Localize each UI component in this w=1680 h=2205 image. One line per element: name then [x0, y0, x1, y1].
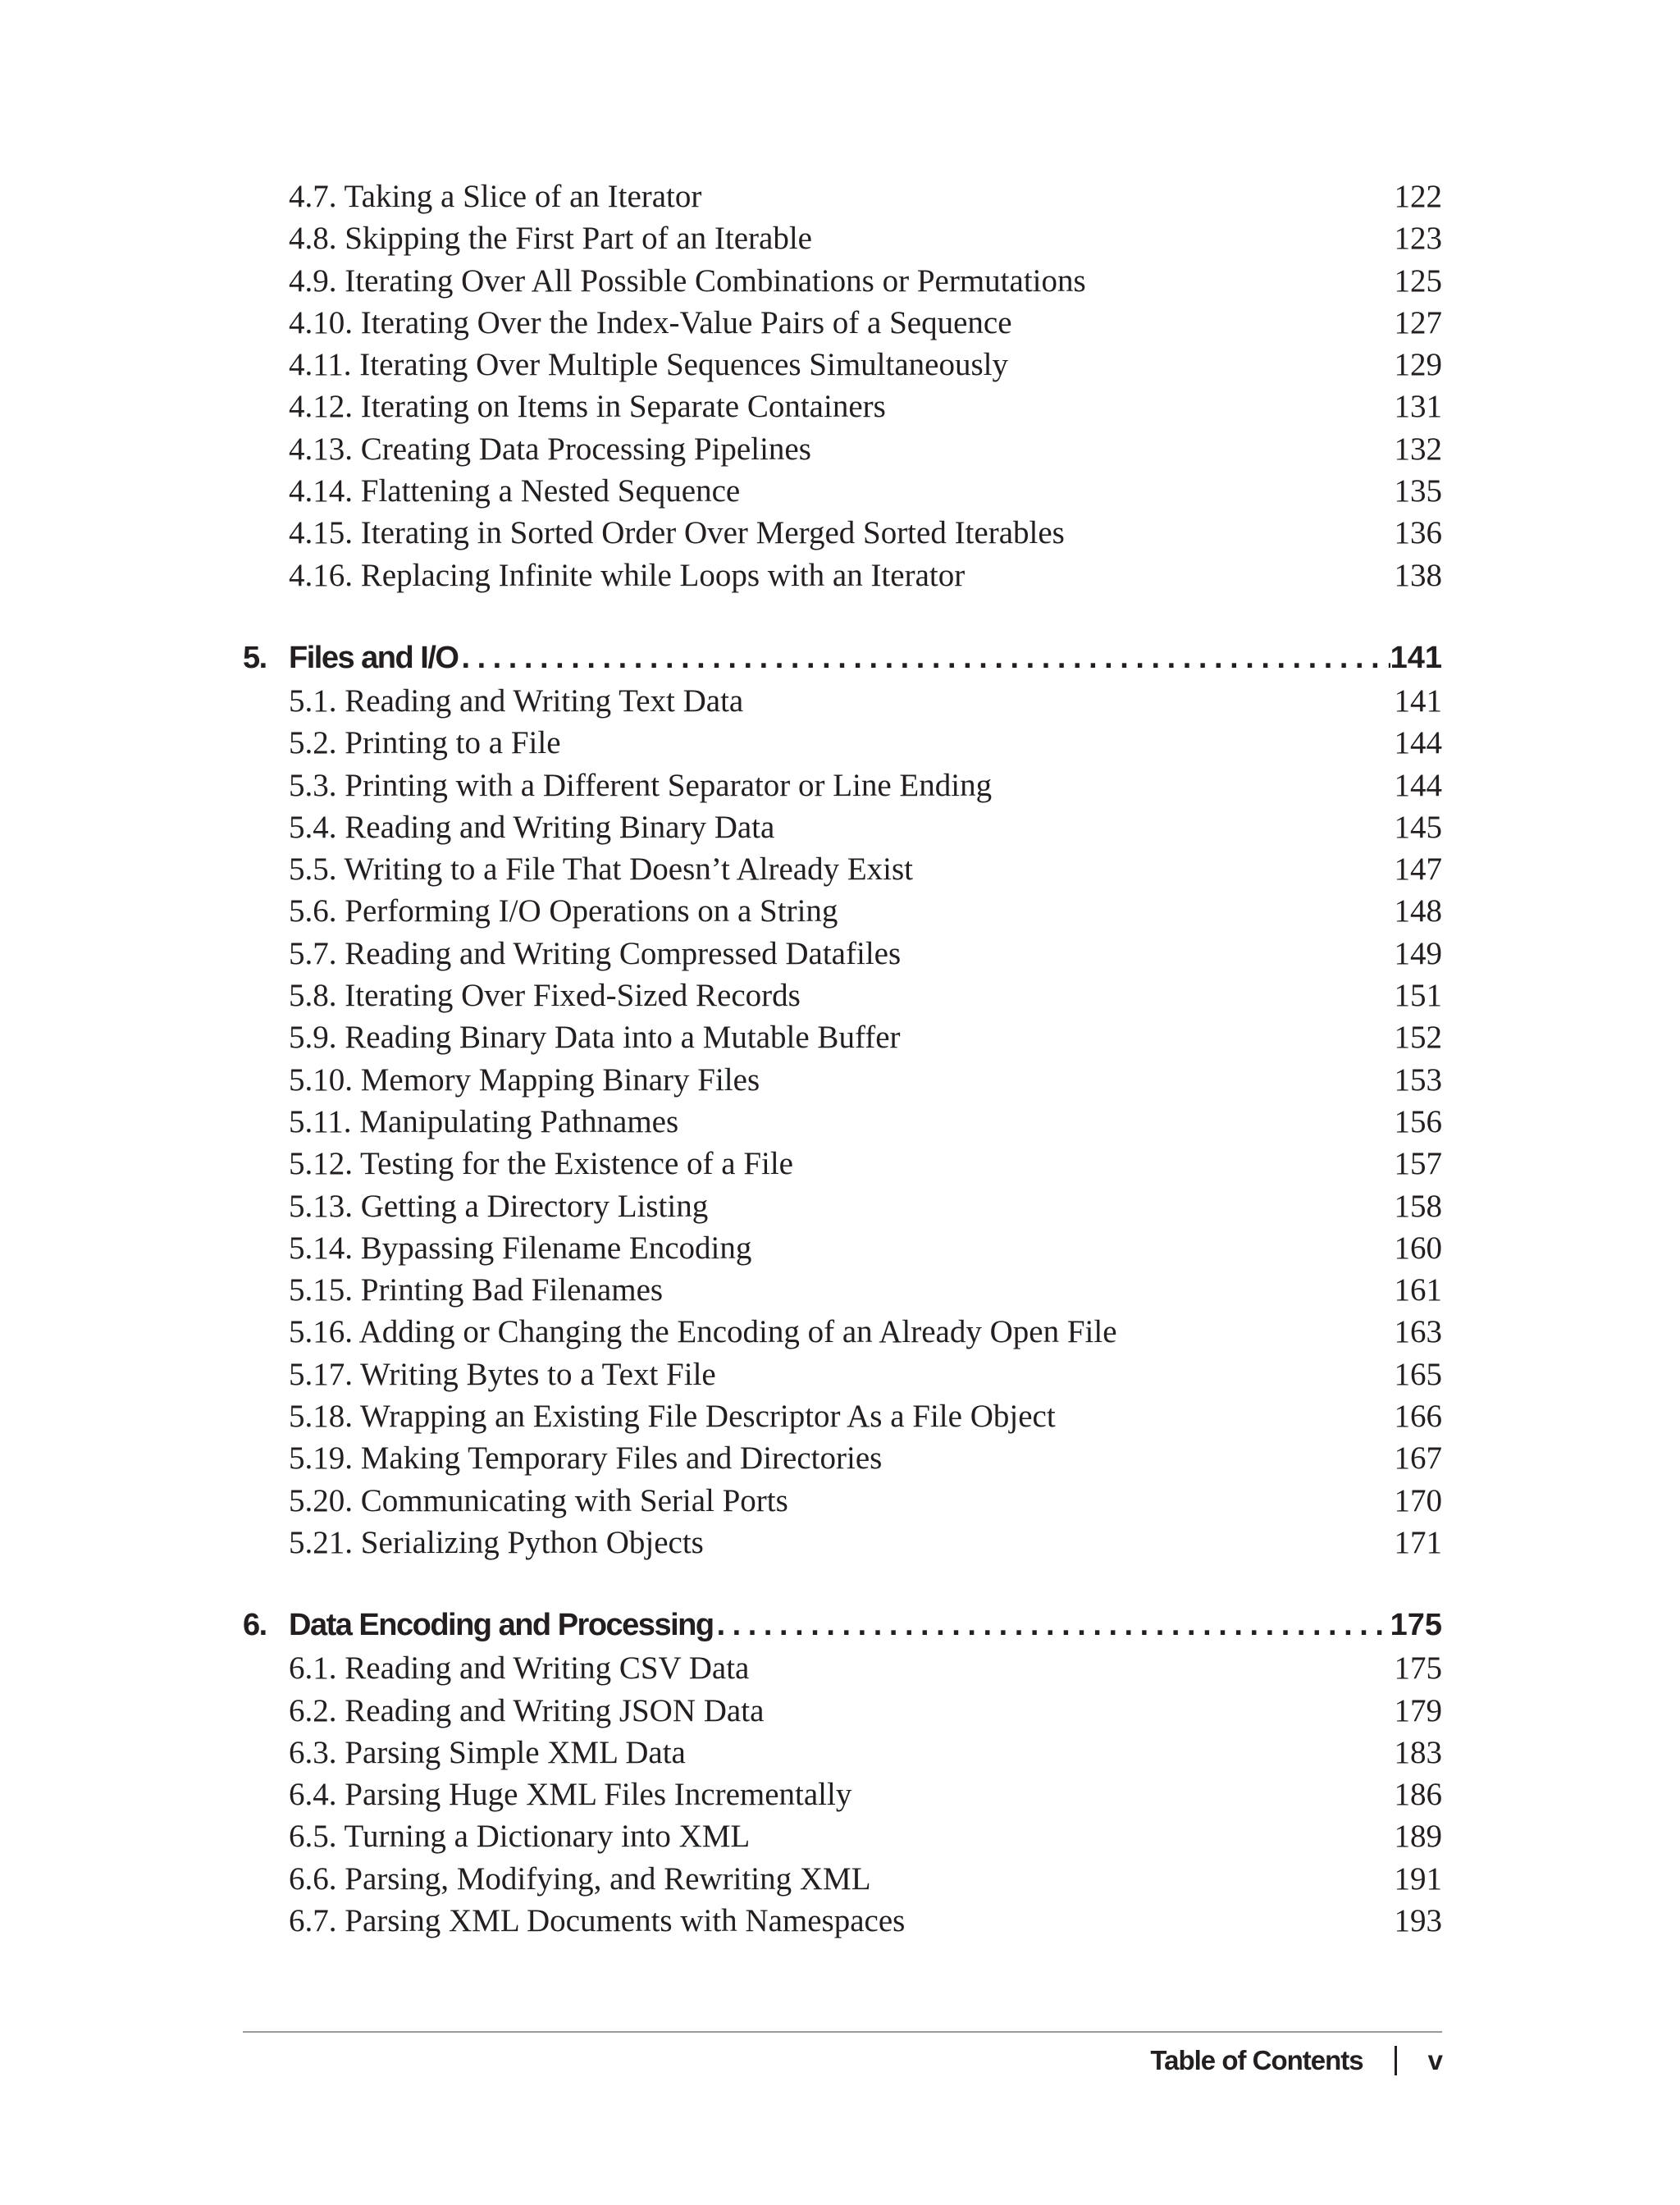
toc-entry[interactable]	[243, 848, 1442, 890]
toc-entry-title: 5.14. Bypassing Filename Encoding	[289, 1230, 752, 1266]
toc-entry-title: 5.6. Performing I/O Operations on a String	[289, 893, 838, 929]
toc-entry[interactable]	[243, 1143, 1442, 1185]
toc-entry[interactable]	[243, 806, 1442, 848]
toc-entry[interactable]	[243, 1101, 1442, 1143]
toc-entry[interactable]	[243, 1311, 1442, 1353]
toc-entry-page-number: 129	[1394, 347, 1442, 383]
chapter-heading[interactable]	[243, 636, 1442, 680]
toc-entry[interactable]	[243, 1395, 1442, 1437]
toc-entry-page-number: 191	[1394, 1860, 1442, 1897]
toc-entry-page-number: 144	[1394, 725, 1442, 761]
toc-entry-page-number: 122	[1394, 179, 1442, 214]
toc-entry-title: 6.1. Reading and Writing CSV Data	[289, 1650, 750, 1687]
toc-entry[interactable]	[243, 765, 1442, 806]
toc-entry[interactable]	[243, 1185, 1442, 1227]
toc-entry[interactable]	[243, 1059, 1442, 1101]
chapter-page-number: 175	[1390, 1608, 1442, 1643]
toc-entry[interactable]	[243, 1016, 1442, 1058]
toc-entry[interactable]	[243, 302, 1442, 344]
toc-entry-title: 4.15. Iterating in Sorted Order Over Merged Sorted Iterables	[289, 515, 1065, 551]
toc-entry-title: 6.2. Reading and Writing JSON Data	[289, 1692, 765, 1728]
toc-entry-page-number: 125	[1394, 262, 1442, 299]
toc-entry-page-number: 153	[1394, 1061, 1442, 1098]
toc-entry-page-number: 183	[1394, 1734, 1442, 1770]
toc-entry[interactable]	[243, 890, 1442, 932]
toc-entry-title: 5.10. Memory Mapping Binary Files	[289, 1061, 760, 1098]
toc-entry[interactable]	[243, 1900, 1442, 1942]
footer-divider	[243, 2031, 1442, 2033]
toc-entry[interactable]	[243, 260, 1442, 302]
toc-entry[interactable]	[243, 428, 1442, 470]
toc-entry-title: 5.3. Printing with a Different Separator or Line Ending	[289, 767, 993, 803]
toc-entry-page-number: 189	[1394, 1819, 1442, 1855]
toc-entry-title: 4.14. Flattening a Nested Sequence	[289, 473, 741, 509]
toc-entry-title: 5.11. Manipulating Pathnames	[289, 1103, 679, 1139]
toc-entry[interactable]	[243, 1480, 1442, 1522]
dot-leader	[458, 636, 1390, 680]
toc-entry[interactable]	[243, 722, 1442, 764]
chapter-title: Files and I/O	[289, 640, 459, 675]
toc-entry[interactable]	[243, 1647, 1442, 1689]
chapter-title: Data Encoding and Processing	[289, 1608, 714, 1643]
toc-entry-title: 6.4. Parsing Huge XML Files Incrementally	[289, 1777, 852, 1813]
footer-label: Table of Contents	[1150, 2045, 1363, 2075]
toc-entry-page-number: 186	[1394, 1777, 1442, 1813]
toc-entry[interactable]	[243, 1437, 1442, 1479]
toc-entry[interactable]	[243, 512, 1442, 554]
toc-entry-title: 4.13. Creating Data Processing Pipelines	[289, 431, 811, 467]
toc-entry[interactable]	[243, 555, 1442, 596]
toc-entry[interactable]	[243, 1269, 1442, 1311]
table-of-contents	[243, 176, 1442, 1942]
toc-entry-title: 4.8. Skipping the First Part of an Iterable	[289, 221, 812, 257]
toc-entry-title: 4.7. Taking a Slice of an Iterator	[289, 179, 702, 214]
toc-entry-title: 5.15. Printing Bad Filenames	[289, 1272, 664, 1308]
toc-entry-page-number: 158	[1394, 1188, 1442, 1224]
toc-entry-title: 5.4. Reading and Writing Binary Data	[289, 809, 775, 845]
toc-entry-page-number: 145	[1394, 809, 1442, 845]
toc-entry-page-number: 170	[1394, 1482, 1442, 1518]
toc-entry-page-number: 160	[1394, 1230, 1442, 1266]
toc-entry[interactable]	[243, 1732, 1442, 1774]
page-footer	[1150, 2038, 1442, 2084]
toc-entry-page-number: 136	[1394, 515, 1442, 551]
toc-entry-title: 5.7. Reading and Writing Compressed Datafiles	[289, 935, 902, 971]
toc-entry[interactable]	[243, 1227, 1442, 1269]
toc-entry-title: 4.16. Replacing Infinite while Loops with an Iterator	[289, 557, 966, 593]
toc-entry[interactable]	[243, 176, 1442, 217]
toc-entry-page-number: 161	[1394, 1272, 1442, 1308]
toc-entry-title: 5.19. Making Temporary Files and Directories	[289, 1440, 883, 1477]
toc-entry-title: 4.9. Iterating Over All Possible Combinations or Permutations	[289, 262, 1086, 299]
toc-entry[interactable]	[243, 1774, 1442, 1815]
toc-entry-page-number: 179	[1394, 1692, 1442, 1728]
toc-entry-title: 6.6. Parsing, Modifying, and Rewriting XML	[289, 1860, 871, 1897]
toc-entry-title: 5.20. Communicating with Serial Ports	[289, 1482, 788, 1518]
toc-entry-page-number: 151	[1394, 978, 1442, 1014]
toc-entry-title: 5.13. Getting a Directory Listing	[289, 1188, 709, 1224]
footer-separator	[1395, 2046, 1397, 2075]
toc-entry-page-number: 131	[1394, 389, 1442, 425]
toc-entry-title: 5.16. Adding or Changing the Encoding of an Already Open File	[289, 1314, 1117, 1350]
toc-entry-title: 5.12. Testing for the Existence of a File	[289, 1146, 793, 1182]
toc-entry[interactable]	[243, 1858, 1442, 1900]
toc-entry[interactable]	[243, 975, 1442, 1016]
toc-entry-title: 4.10. Iterating Over the Index-Value Pairs of a Sequence	[289, 304, 1012, 340]
toc-entry-page-number: 132	[1394, 431, 1442, 467]
chapter-number: 5.	[243, 640, 267, 675]
toc-entry[interactable]	[243, 933, 1442, 975]
chapter-heading[interactable]	[243, 1603, 1442, 1647]
dot-leader	[714, 1603, 1390, 1647]
toc-entry-title: 5.9. Reading Binary Data into a Mutable Buffer	[289, 1020, 901, 1056]
chapter-number: 6.	[243, 1608, 267, 1643]
toc-entry-page-number: 135	[1394, 473, 1442, 509]
toc-entry-page-number: 156	[1394, 1103, 1442, 1139]
toc-entry-page-number: 193	[1394, 1902, 1442, 1938]
toc-entry-page-number: 138	[1394, 557, 1442, 593]
toc-entry-page-number: 167	[1394, 1440, 1442, 1477]
toc-entry-title: 4.11. Iterating Over Multiple Sequences Simultaneously	[289, 347, 1008, 383]
toc-entry-page-number: 175	[1394, 1650, 1442, 1687]
toc-entry[interactable]	[243, 386, 1442, 427]
toc-entry-title: 5.2. Printing to a File	[289, 725, 561, 761]
toc-entry-title: 5.17. Writing Bytes to a Text File	[289, 1356, 716, 1392]
toc-entry-page-number: 149	[1394, 935, 1442, 971]
toc-entry[interactable]	[243, 344, 1442, 386]
toc-entry-title: 4.12. Iterating on Items in Separate Containers	[289, 389, 886, 425]
toc-entry-title: 6.3. Parsing Simple XML Data	[289, 1734, 686, 1770]
toc-entry-page-number: 144	[1394, 767, 1442, 803]
toc-entry-title: 5.1. Reading and Writing Text Data	[289, 682, 744, 719]
toc-entry-page-number: 141	[1394, 682, 1442, 719]
toc-entry[interactable]	[243, 1522, 1442, 1564]
toc-entry-page-number: 163	[1394, 1314, 1442, 1350]
toc-entry-page-number: 166	[1394, 1399, 1442, 1435]
toc-entry[interactable]	[243, 1354, 1442, 1395]
toc-entry-title: 5.21. Serializing Python Objects	[289, 1524, 704, 1560]
toc-entry-title: 6.5. Turning a Dictionary into XML	[289, 1819, 751, 1855]
toc-entry-page-number: 148	[1394, 893, 1442, 929]
toc-entry-title: 5.18. Wrapping an Existing File Descriptor As a File Object	[289, 1399, 1056, 1435]
footer-page-number: v	[1427, 2045, 1442, 2075]
chapter-page-number: 141	[1390, 640, 1442, 675]
toc-entry-title: 5.8. Iterating Over Fixed-Sized Records	[289, 978, 801, 1014]
toc-entry-page-number: 152	[1394, 1020, 1442, 1056]
toc-entry-title: 5.5. Writing to a File That Doesn’t Already Exist	[289, 851, 914, 888]
toc-entry-title: 6.7. Parsing XML Documents with Namespaces	[289, 1902, 906, 1938]
toc-entry-page-number: 127	[1394, 304, 1442, 340]
toc-entry-page-number: 165	[1394, 1356, 1442, 1392]
toc-entry[interactable]	[243, 470, 1442, 512]
toc-entry-page-number: 171	[1394, 1524, 1442, 1560]
toc-entry-page-number: 147	[1394, 851, 1442, 888]
toc-entry[interactable]	[243, 1815, 1442, 1857]
toc-entry[interactable]	[243, 680, 1442, 722]
toc-entry[interactable]	[243, 217, 1442, 259]
toc-entry-page-number: 157	[1394, 1146, 1442, 1182]
toc-entry[interactable]	[243, 1690, 1442, 1732]
toc-entry-page-number: 123	[1394, 221, 1442, 257]
